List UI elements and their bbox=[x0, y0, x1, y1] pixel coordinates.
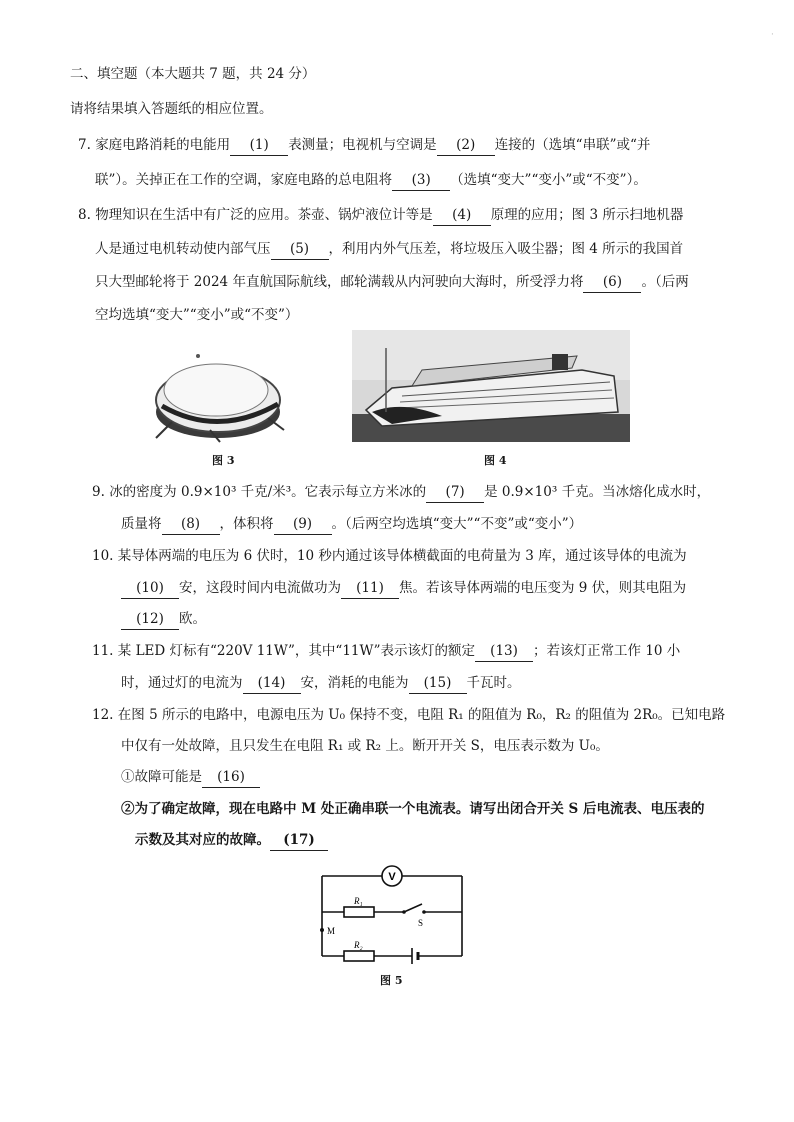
answer-blank-5[interactable]: (5) bbox=[271, 239, 329, 260]
answer-blank-1[interactable]: (1) bbox=[230, 135, 288, 156]
resistor-r2-icon bbox=[344, 951, 374, 961]
r1-label: R₁ bbox=[354, 896, 363, 906]
answer-blank-13[interactable]: (13) bbox=[475, 641, 533, 662]
question-7: 7. 家庭电路消耗的电能用 (1) 表测量；电视机与空调是 (2) 连接的（选填“串联”或“并 bbox=[78, 135, 650, 156]
question-10: 10. 某导体两端的电压为 6 伏时，10 秒内通过该导体横截面的电荷量为 3 库，通过该导体的电流为 bbox=[92, 548, 687, 564]
question-12-sub-1: ①故障可能是 (16) bbox=[121, 767, 260, 788]
answer-blank-11[interactable]: (11) bbox=[341, 578, 399, 599]
question-10-line-3: (12) 欧。 bbox=[121, 609, 206, 630]
switch-label: S bbox=[418, 918, 424, 928]
question-11: 11. 某 LED 灯标有“220V 11W”，其中“11W”表示该灯的额定 (13) ；若该灯正常工作 10 小 bbox=[92, 641, 680, 662]
answer-blank-16[interactable]: (16) bbox=[202, 767, 260, 788]
scan-mark: · bbox=[771, 30, 774, 40]
answer-blank-12[interactable]: (12) bbox=[121, 609, 179, 630]
point-m-label: M bbox=[327, 926, 336, 936]
question-12-line-2: 中仅有一处故障，且只发生在电阻 R₁ 或 R₂ 上。断开开关 S，电压表示数为 U₀。 bbox=[121, 738, 609, 754]
figure-5-caption: 图 5 bbox=[380, 974, 403, 987]
question-8: 8. 物理知识在生活中有广泛的应用。茶壶、锅炉液位计等是 (4) 原理的应用；图 3 所示扫地机器 bbox=[78, 205, 683, 226]
question-12-sub-2-line-2: 示数及其对应的故障。 (17) bbox=[135, 830, 328, 851]
question-9: 9. 冰的密度为 0.9×10³ 千克/米³。它表示每立方米冰的 (7) 是 0.9×10³ 千克。当冰熔化成水时， bbox=[92, 482, 710, 503]
answer-blank-7[interactable]: (7) bbox=[426, 482, 484, 503]
answer-blank-4[interactable]: (4) bbox=[433, 205, 491, 226]
resistor-r1-icon bbox=[344, 907, 374, 917]
answer-blank-14[interactable]: (14) bbox=[243, 673, 301, 694]
switch-icon bbox=[404, 904, 422, 912]
answer-blank-17[interactable]: (17) bbox=[270, 830, 328, 851]
answer-blank-9[interactable]: (9) bbox=[274, 514, 332, 535]
voltmeter-label: V bbox=[388, 871, 396, 883]
question-7-line-2: 联”）。关掉正在工作的空调，家庭电路的总电阻将 (3) （选填“变大”“变小”或“不变”）。 bbox=[95, 170, 647, 191]
question-12-sub-2: ②为了确定故障，现在电路中 M 处正确串联一个电流表。请写出闭合开关 S 后电流表、电压表的 bbox=[121, 801, 705, 817]
figure-4-caption: 图 4 bbox=[484, 454, 507, 467]
answer-blank-8[interactable]: (8) bbox=[162, 514, 220, 535]
r2-label: R₂ bbox=[354, 940, 363, 950]
question-11-line-2: 时，通过灯的电流为 (14) 安，消耗的电能为 (15) 千瓦时。 bbox=[121, 673, 521, 694]
question-10-line-2: (10) 安，这段时间内电流做功为 (11) 焦。若该导体两端的电压变为 9 伏，则其电阻为 bbox=[121, 578, 686, 599]
figure-3-caption: 图 3 bbox=[212, 454, 235, 467]
answer-blank-6[interactable]: (6) bbox=[583, 272, 641, 293]
robot-vacuum-image bbox=[150, 338, 300, 446]
answer-blank-2[interactable]: (2) bbox=[437, 135, 495, 156]
answer-blank-15[interactable]: (15) bbox=[409, 673, 467, 694]
question-8-line-2: 人是通过电机转动使内部气压 (5) ，利用内外气压差，将垃圾压入吸尘器；图 4 所示的我国首 bbox=[95, 239, 683, 260]
question-12: 12. 在图 5 所示的电路中，电源电压为 U₀ 保持不变，电阻 R₁ 的阻值为 R₀，R₂ 的阻值为 2R₀。已知电路 bbox=[92, 707, 726, 723]
answer-blank-3[interactable]: (3) bbox=[392, 170, 450, 191]
cruise-ship-image bbox=[352, 330, 630, 442]
answer-blank-10[interactable]: (10) bbox=[121, 578, 179, 599]
circuit-diagram bbox=[312, 862, 472, 964]
question-8-line-3: 只大型邮轮将于 2024 年直航国际航线，邮轮满载从内河驶向大海时，所受浮力将 (6) 。（后两 bbox=[95, 272, 689, 293]
section-title: 二、填空题（本大题共 7 题，共 24 分） bbox=[70, 66, 316, 82]
question-8-line-4: 空均选填“变大”“变小”或“不变”） bbox=[95, 307, 299, 323]
question-9-line-2: 质量将 (8) ，体积将 (9) 。（后两空均选填“变大”“不变”或“变小”） bbox=[121, 514, 582, 535]
section-instruction: 请将结果填入答题纸的相应位置。 bbox=[70, 101, 273, 117]
